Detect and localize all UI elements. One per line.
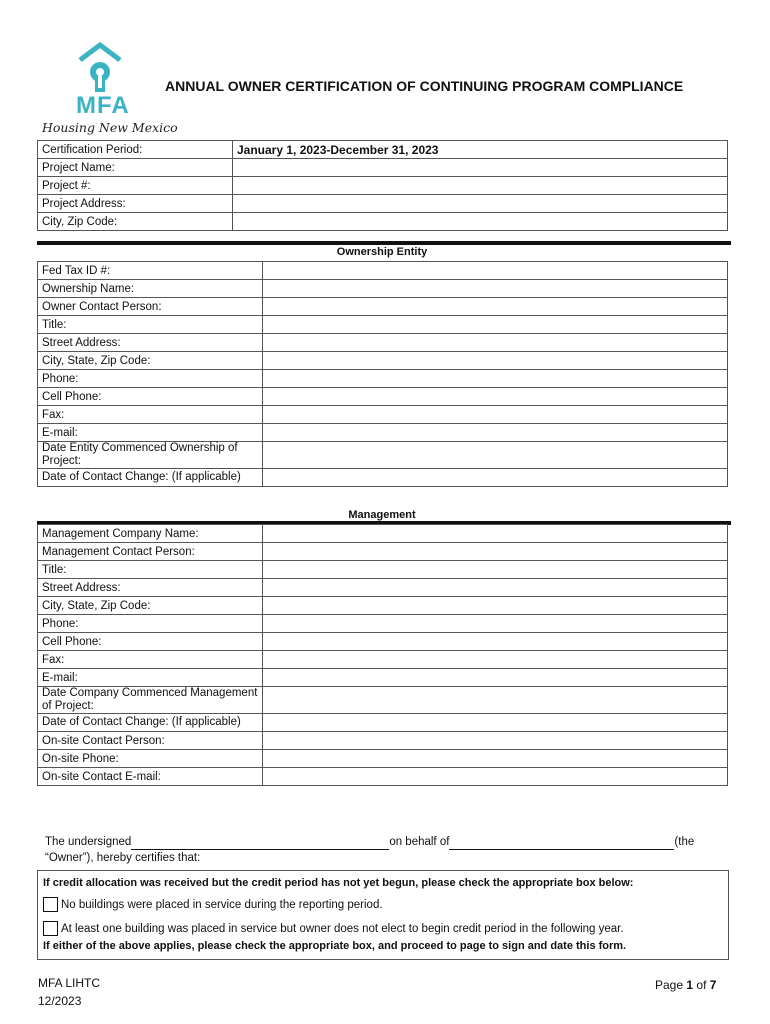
field-label: On-site Contact Person:	[38, 732, 263, 750]
field-label: Fax:	[38, 651, 263, 669]
field-label: Ownership Name:	[38, 280, 263, 298]
field-value[interactable]	[263, 424, 728, 442]
table-row	[38, 597, 728, 615]
table-row	[38, 543, 728, 561]
undersigned-name-line[interactable]	[131, 849, 389, 850]
credit-instruction: If credit allocation was received but the credit period has not yet begun, please check the appropriate box below:	[43, 877, 634, 889]
certification-table	[37, 140, 728, 231]
field-label: Management Company Name:	[38, 525, 263, 543]
field-label: On-site Contact E-mail:	[38, 768, 263, 786]
field-value[interactable]	[263, 579, 728, 597]
field-value[interactable]	[263, 469, 728, 487]
option-no-buildings[interactable]	[43, 897, 383, 912]
table-row	[38, 579, 728, 597]
table-row	[38, 651, 728, 669]
field-label: Date of Contact Change: (If applicable)	[38, 714, 263, 732]
field-label: Date of Contact Change: (If applicable)	[38, 469, 263, 487]
field-value[interactable]	[233, 159, 728, 177]
credit-closing: If either of the above applies, please check the appropriate box, and proceed to page to sign and date this form.	[43, 940, 627, 952]
field-label: Certification Period:	[38, 141, 233, 159]
table-row	[38, 669, 728, 687]
page-prefix: Page	[655, 978, 684, 992]
table-row	[38, 732, 728, 750]
table-row	[38, 615, 728, 633]
owner-certifies-text: “Owner”), hereby certifies that:	[45, 852, 201, 864]
undersigned-text: The undersigned	[45, 836, 132, 848]
field-label: Owner Contact Person:	[38, 298, 263, 316]
table-row	[38, 195, 728, 213]
field-label: Title:	[38, 561, 263, 579]
mfa-logo	[40, 40, 178, 140]
option-building-placed-label: At least one building was placed in service but owner does not elect to begin credit period in the following year.	[61, 922, 624, 935]
field-value[interactable]	[233, 213, 728, 231]
field-value[interactable]	[263, 280, 728, 298]
logo-tagline: Housing New Mexico	[42, 120, 178, 135]
field-label: E-mail:	[38, 669, 263, 687]
table-row	[38, 424, 728, 442]
ownership-table	[37, 261, 728, 487]
field-value[interactable]	[263, 298, 728, 316]
the-text: (the	[674, 836, 695, 848]
table-row	[38, 334, 728, 352]
field-value[interactable]	[263, 561, 728, 579]
page-current: 1	[686, 978, 694, 992]
ownership-section-title: Ownership Entity	[336, 246, 428, 258]
option-building-placed[interactable]	[43, 921, 624, 936]
field-value[interactable]	[263, 750, 728, 768]
field-label: Date Entity Commenced Ownership of Project:	[38, 442, 263, 469]
checkbox-no-buildings[interactable]	[43, 897, 58, 912]
table-row	[38, 750, 728, 768]
field-label: City, State, Zip Code:	[38, 352, 263, 370]
field-label: Project #:	[38, 177, 233, 195]
field-value[interactable]	[263, 406, 728, 424]
field-label: Phone:	[38, 615, 263, 633]
table-row	[38, 714, 728, 732]
field-value[interactable]	[263, 525, 728, 543]
field-label: Management Contact Person:	[38, 543, 263, 561]
table-row	[38, 370, 728, 388]
field-label: Project Address:	[38, 195, 233, 213]
field-label: Date Company Commenced Management of Project:	[38, 687, 263, 714]
field-label: E-mail:	[38, 424, 263, 442]
field-value[interactable]	[263, 316, 728, 334]
field-value[interactable]	[263, 669, 728, 687]
table-row	[38, 159, 728, 177]
field-label: Street Address:	[38, 579, 263, 597]
table-row	[38, 280, 728, 298]
field-value[interactable]	[263, 262, 728, 280]
table-row	[38, 768, 728, 786]
undersigned-statement	[45, 834, 715, 866]
page-number	[655, 978, 716, 992]
field-label: Project Name:	[38, 159, 233, 177]
footer-program-name: MFA LIHTC	[38, 976, 101, 990]
field-value[interactable]	[263, 615, 728, 633]
table-row	[38, 316, 728, 334]
field-value[interactable]	[263, 768, 728, 786]
page-of: of	[696, 978, 707, 992]
table-row	[38, 298, 728, 316]
field-value[interactable]	[263, 352, 728, 370]
page-total: 7	[709, 978, 717, 992]
table-row	[38, 687, 728, 714]
field-value[interactable]	[263, 370, 728, 388]
table-row	[38, 442, 728, 469]
field-label: Title:	[38, 316, 263, 334]
field-value[interactable]	[263, 714, 728, 732]
table-row	[38, 561, 728, 579]
field-value[interactable]: January 1, 2023-December 31, 2023	[233, 141, 728, 159]
field-label: Cell Phone:	[38, 388, 263, 406]
field-value[interactable]	[263, 334, 728, 352]
logo-wordmark: MFA	[76, 92, 130, 119]
field-value[interactable]	[263, 732, 728, 750]
field-value[interactable]	[263, 543, 728, 561]
on-behalf-text: on behalf of	[389, 836, 450, 848]
field-value[interactable]	[263, 597, 728, 615]
field-label: Phone:	[38, 370, 263, 388]
table-row	[38, 141, 728, 159]
footer-program	[38, 974, 100, 1010]
ownership-section-bar	[37, 241, 731, 245]
field-value[interactable]	[263, 651, 728, 669]
footer-date: 12/2023	[38, 994, 82, 1008]
management-section-title: Management	[348, 509, 416, 521]
option-no-buildings-label: No buildings were placed in service during the reporting period.	[61, 898, 383, 911]
field-label: City, State, Zip Code:	[38, 597, 263, 615]
management-table	[37, 524, 728, 786]
checkbox-building-placed[interactable]	[43, 921, 58, 936]
document-title: ANNUAL OWNER CERTIFICATION OF CONTINUING PROGRAM COMPLIANCE	[165, 78, 684, 94]
table-row	[38, 262, 728, 280]
table-row	[38, 213, 728, 231]
field-label: City, Zip Code:	[38, 213, 233, 231]
field-label: Fax:	[38, 406, 263, 424]
field-label: Street Address:	[38, 334, 263, 352]
field-value[interactable]	[233, 177, 728, 195]
field-value[interactable]	[233, 195, 728, 213]
table-row	[38, 388, 728, 406]
field-value[interactable]	[263, 687, 728, 714]
table-row	[38, 406, 728, 424]
credit-period-box	[37, 870, 729, 960]
field-value[interactable]	[263, 388, 728, 406]
table-row	[38, 177, 728, 195]
table-row	[38, 633, 728, 651]
table-row	[38, 469, 728, 487]
table-row	[38, 525, 728, 543]
field-label: On-site Phone:	[38, 750, 263, 768]
field-value[interactable]	[263, 442, 728, 469]
field-label: Cell Phone:	[38, 633, 263, 651]
table-row	[38, 352, 728, 370]
owner-name-line[interactable]	[449, 849, 674, 850]
field-value[interactable]	[263, 633, 728, 651]
field-label: Fed Tax ID #:	[38, 262, 263, 280]
